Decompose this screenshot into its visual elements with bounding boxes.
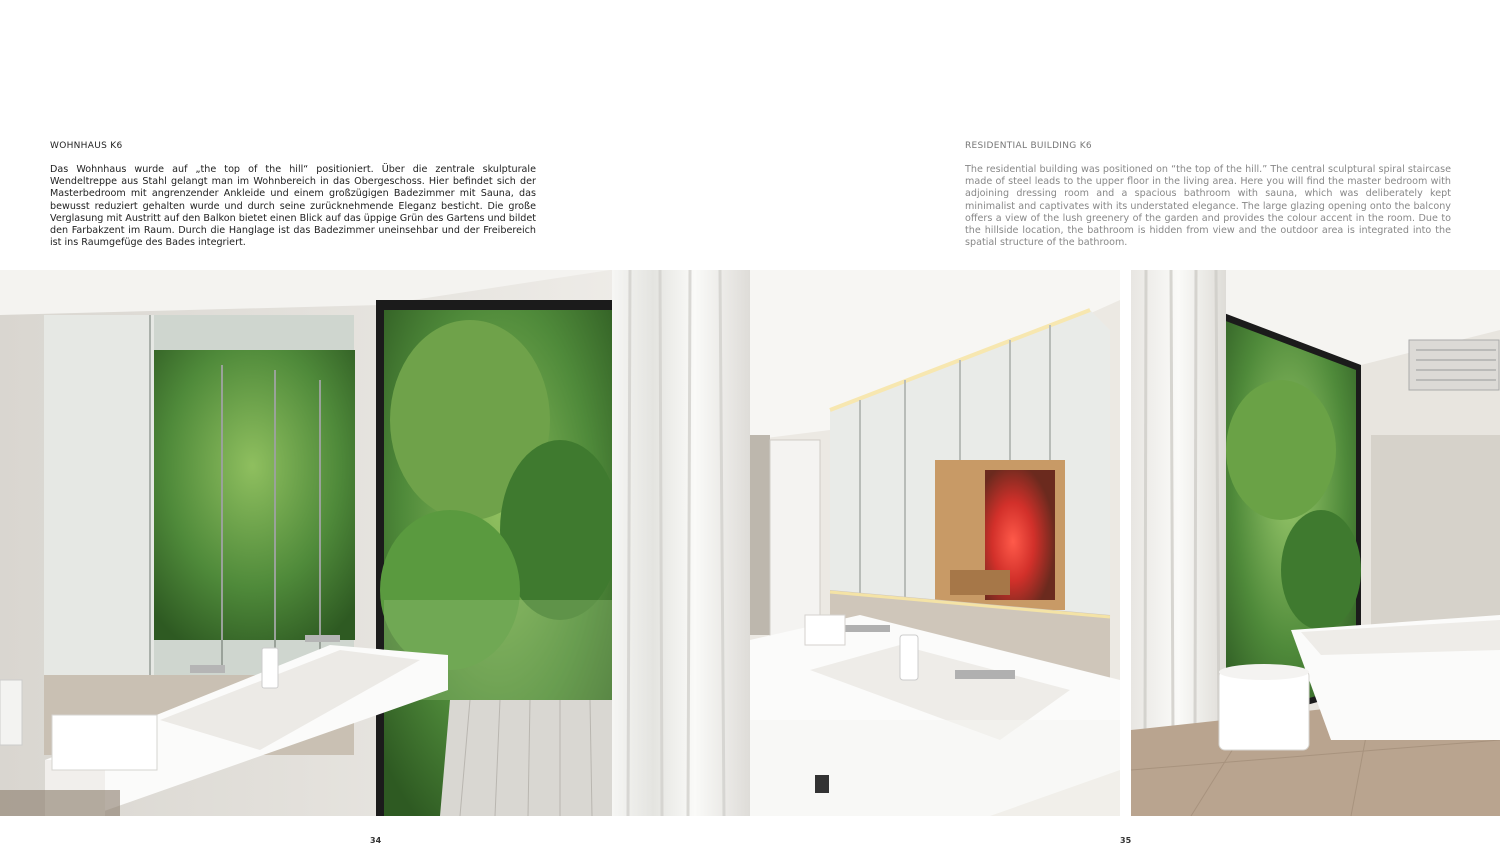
left-heading: WOHNHAUS K6 bbox=[50, 141, 123, 151]
left-body-text: Das Wohnhaus wurde auf „the top of the hill“ positioniert. Über die zentrale skulpturale Wendeltreppe aus Stahl gelangt man im Wohnbereich in das Obergeschoss. Hier befindet sich der Masterbedroom mit angrenzender Ankleide und einem großzügigen Badezimmer mit Sauna, das bewusst reduziert gehalten wurde und durch seine zurücknehmende Eleganz besticht. Die große Verglasung mit Austritt auf den Balkon bietet einen Blick auf das üppige Grün des Gartens und bildet den Farbakzent im Raum. Durch die Hanglage ist das Badezimmer uneinsehbar und der Freibereich ist ins Raumgefüge des Bades integriert. bbox=[50, 164, 536, 249]
right-heading: RESIDENTIAL BUILDING K6 bbox=[965, 141, 1092, 151]
photo-vanity-sauna bbox=[750, 270, 1120, 816]
photo-bathroom-balcony bbox=[0, 270, 750, 816]
left-page-number: 34 bbox=[370, 836, 382, 845]
photo-bathtub-window bbox=[1131, 270, 1500, 816]
right-body-text: The residential building was positioned on “the top of the hill.” The central sculptural spiral staircase made of steel leads to the upper floor in the living area. Here you will find the master bedroom with adjoining dressing room and a spacious bathroom with sauna, which was deliberately kept minimalist and captivates with its understated elegance. The large glazing opening onto the balcony offers a view of the lush greenery of the garden and provides the colour accent in the room. Due to the hillside location, the bathroom is hidden from view and the outdoor area is integrated into the spatial structure of the bathroom. bbox=[965, 164, 1451, 249]
right-page-number: 35 bbox=[1120, 836, 1132, 845]
